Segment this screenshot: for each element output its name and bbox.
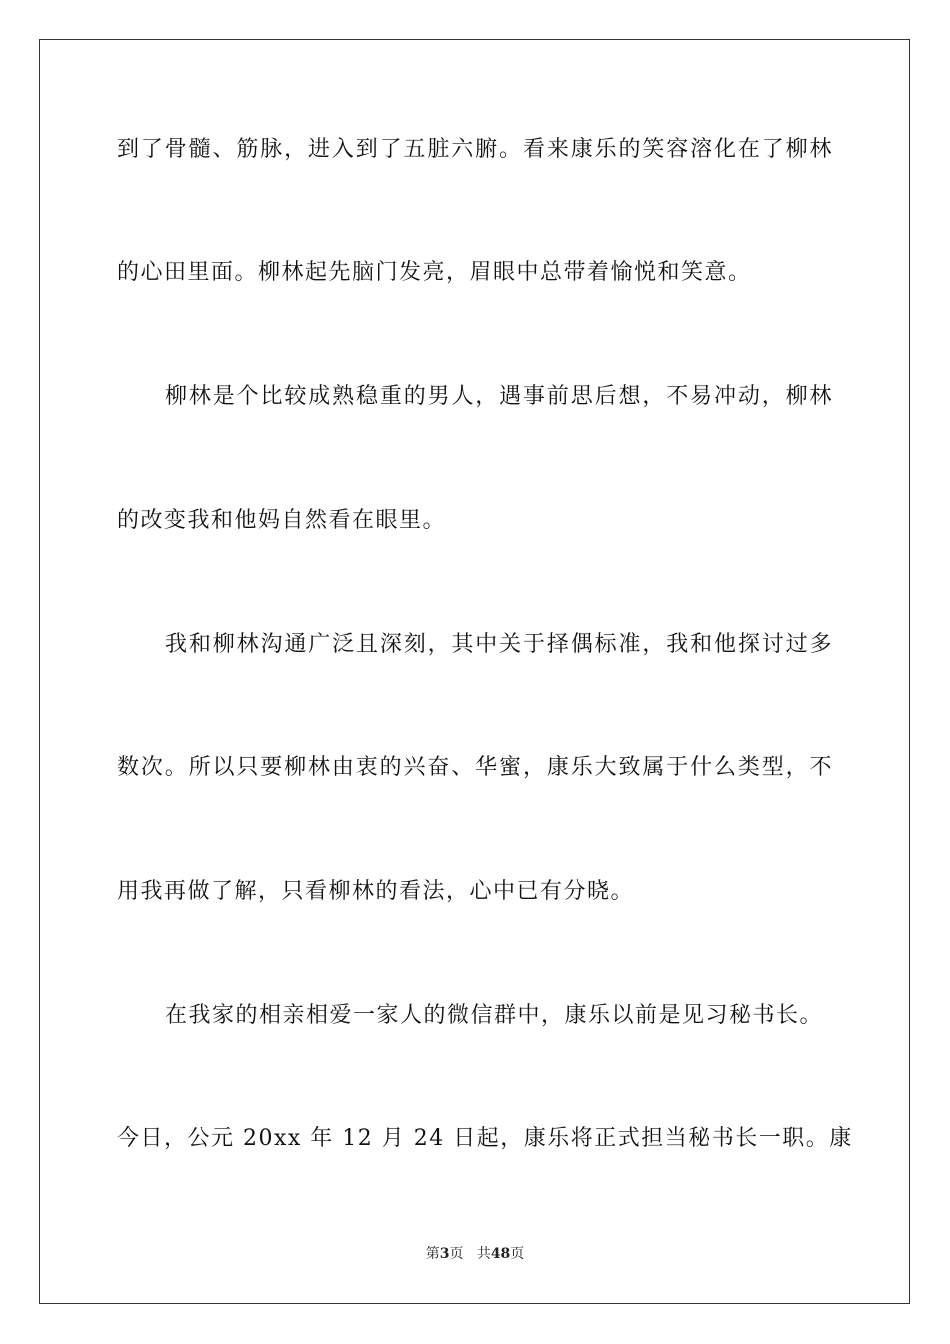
- footer-page-number: 3: [439, 1246, 450, 1262]
- text-line-7: 用我再做了解，只看柳林的看法，心中已有分晓。: [117, 879, 635, 904]
- text-line-8: 在我家的相亲相爱一家人的微信群中，康乐以前是见习秘书长。: [165, 1003, 824, 1028]
- footer-total-prefix: 共: [476, 1246, 491, 1262]
- footer-page-prefix: 第: [425, 1246, 440, 1262]
- text-line-9: 今日，公元 20xx 年 12 月 24 日起，康乐将正式担当秘书长一职。康: [117, 1126, 853, 1151]
- text-line-5: 我和柳林沟通广泛且深刻，其中关于择偶标准，我和他探讨过多: [165, 632, 833, 657]
- footer-total-pages: 48: [490, 1246, 511, 1262]
- text-line-3: 柳林是个比较成熟稳重的男人，遇事前思后想，不易冲动，柳林: [165, 384, 833, 409]
- text-line-2: 的心田里面。柳林起先脑门发亮，眉眼中总带着愉悦和笑意。: [117, 260, 752, 285]
- text-line-6: 数次。所以只要柳林由衷的兴奋、华蜜，康乐大致属于什么类型，不: [117, 755, 833, 780]
- text-line-4: 的改变我和他妈自然看在眼里。: [117, 508, 447, 533]
- page-border: [39, 39, 910, 1304]
- footer-page-suffix: 页: [449, 1246, 464, 1262]
- footer-total-suffix: 页: [510, 1246, 525, 1262]
- text-line-1: 到了骨髓、筋脉，进入到了五脏六腑。看来康乐的笑容溶化在了柳林: [117, 137, 833, 162]
- page-footer: [0, 1244, 950, 1264]
